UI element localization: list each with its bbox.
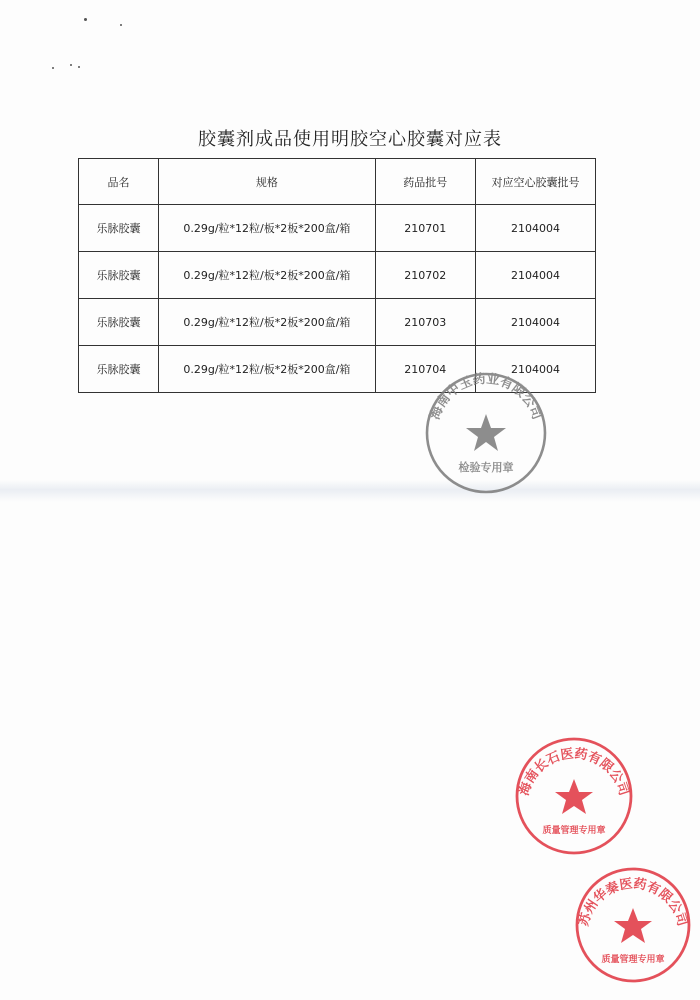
seal-inner-text: 质量管理专用章 [601,955,665,965]
seal-inner-text: 检验专用章 [458,461,514,474]
inspection-seal [423,370,549,496]
header-drug-batch: 药品批号 [375,159,475,205]
star-icon [614,908,652,943]
scan-speck [120,24,122,26]
quality-management-seal [573,865,693,985]
cell-capsule-batch: 2104004 [475,205,595,252]
star-icon [555,779,593,814]
header-specification: 规格 [159,159,376,205]
scan-speck [70,64,72,66]
quality-management-seal [513,735,635,857]
cell-drug-batch: 210704 [375,346,475,393]
scan-speck [84,18,87,21]
cell-specification: 0.29g/粒*12粒/板*2板*200盒/箱 [159,252,376,299]
scan-artifact-band [0,480,700,502]
scan-speck [78,66,80,68]
cell-product-name: 乐脉胶囊 [79,252,159,299]
cell-specification: 0.29g/粒*12粒/板*2板*200盒/箱 [159,299,376,346]
table-row [79,299,596,346]
cell-capsule-batch: 2104004 [475,346,595,393]
cell-drug-batch: 210703 [375,299,475,346]
cell-specification: 0.29g/粒*12粒/板*2板*200盒/箱 [159,346,376,393]
cell-drug-batch: 210701 [375,205,475,252]
page-title: 胶囊剂成品使用明胶空心胶囊对应表 [198,129,502,150]
cell-specification: 0.29g/粒*12粒/板*2板*200盒/箱 [159,205,376,252]
header-capsule-batch: 对应空心胶囊批号 [475,159,595,205]
cell-product-name: 乐脉胶囊 [79,299,159,346]
seal-ring-text: 海南中玉药业有限公司 [427,371,545,422]
scan-speck [52,67,54,69]
table-header-row [79,159,596,205]
header-product-name: 品名 [79,159,159,205]
table-row [79,205,596,252]
cell-capsule-batch: 2104004 [475,299,595,346]
cell-product-name: 乐脉胶囊 [79,346,159,393]
capsule-correspondence-table [78,158,596,393]
cell-capsule-batch: 2104004 [475,252,595,299]
seal-ring-text: 海南长石医药有限公司 [516,746,632,798]
table-row [79,252,596,299]
cell-product-name: 乐脉胶囊 [79,205,159,252]
seal-ring-text: 苏州华秦医药有限公司 [576,876,690,929]
star-icon [466,414,506,451]
cell-drug-batch: 210702 [375,252,475,299]
seal-inner-text: 质量管理专用章 [542,826,606,836]
